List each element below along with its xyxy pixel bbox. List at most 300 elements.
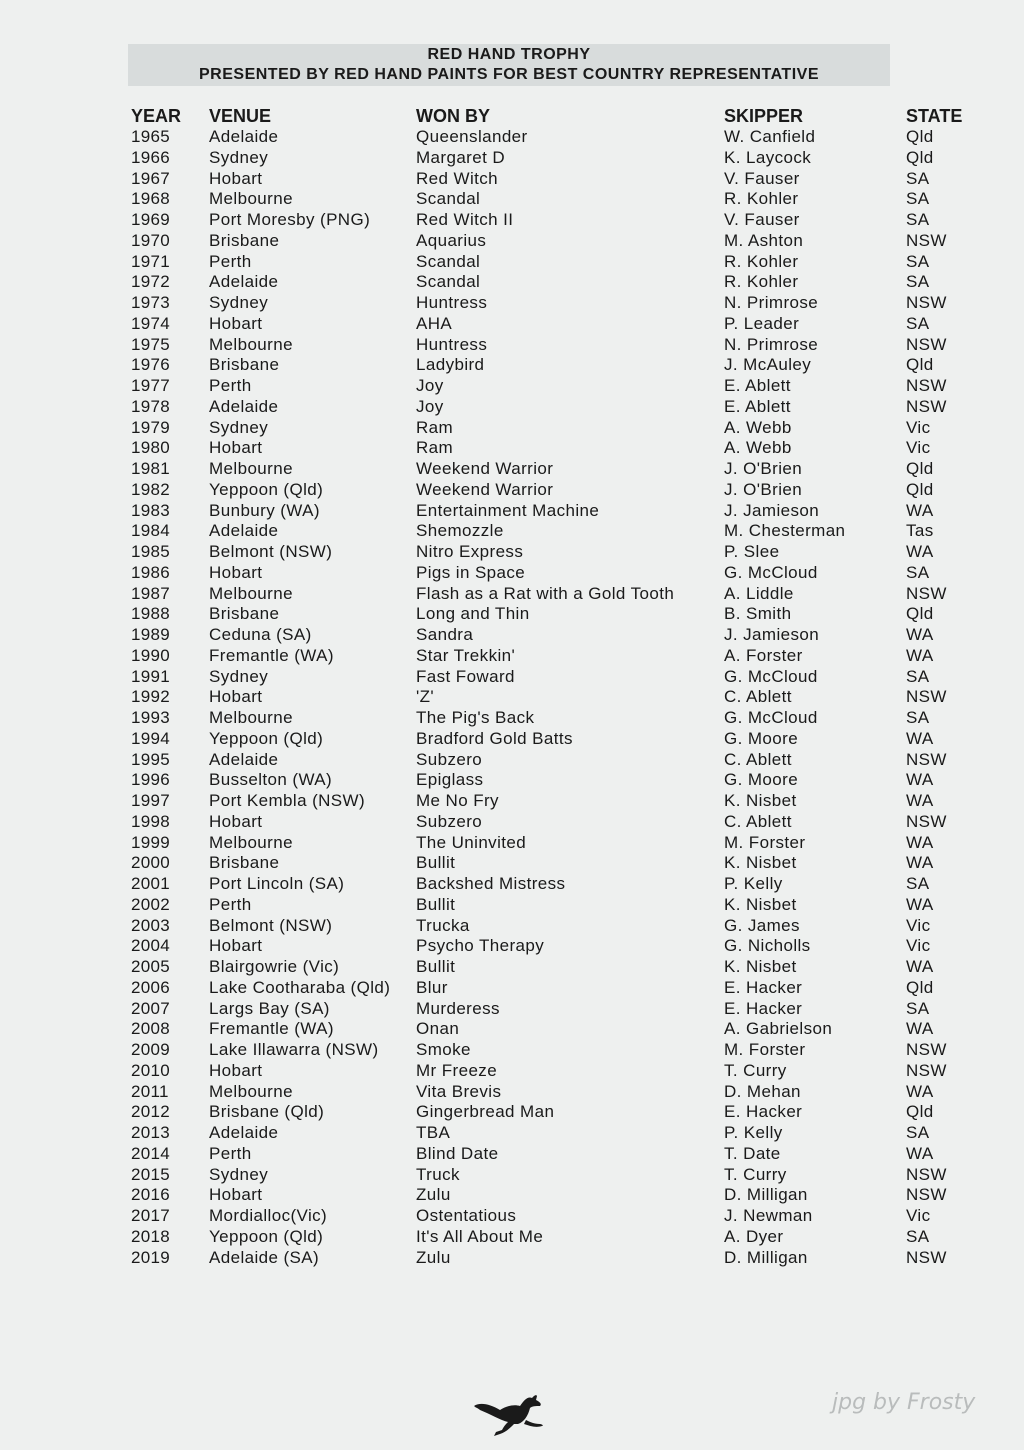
row-skipper: K. Nisbet xyxy=(724,957,797,976)
row-won-by: Murderess xyxy=(416,998,500,1018)
row-skipper: P. Kelly xyxy=(724,874,783,893)
row-won-by: Psycho Therapy xyxy=(416,936,545,956)
table-row xyxy=(0,252,1024,273)
row-skipper: E. Hacker xyxy=(724,998,803,1018)
row-won-by: Bullit xyxy=(416,894,456,914)
column-header-year: YEAR xyxy=(131,106,182,126)
row-state: Qld xyxy=(906,604,934,624)
row-venue: Hobart xyxy=(209,936,263,956)
row-venue: Sydney xyxy=(209,147,269,167)
row-state: Qld xyxy=(906,459,934,478)
row-won-by: Bullit xyxy=(416,957,456,976)
row-state: SA xyxy=(906,1123,930,1142)
row-year: 1981 xyxy=(131,459,171,478)
row-skipper: E. Hacker xyxy=(724,977,803,997)
row-skipper: M. Forster xyxy=(724,1040,806,1059)
row-state: WA xyxy=(906,832,934,852)
row-skipper: D. Milligan xyxy=(724,1247,808,1267)
row-skipper: K. Nisbet xyxy=(724,853,797,873)
table-row xyxy=(0,376,1024,397)
row-skipper: K. Laycock xyxy=(724,147,812,167)
table-row xyxy=(0,542,1024,563)
row-skipper: W. Canfield xyxy=(724,127,816,146)
row-venue: Busselton (WA) xyxy=(209,770,333,790)
row-year: 1986 xyxy=(131,562,171,582)
row-year: 1970 xyxy=(131,230,171,250)
row-state: Qld xyxy=(906,977,934,997)
table-row xyxy=(0,936,1024,957)
table-row xyxy=(0,293,1024,314)
row-state: WA xyxy=(906,728,934,748)
row-won-by: The Pig's Back xyxy=(416,708,535,727)
row-venue: Brisbane xyxy=(209,853,280,873)
row-state: SA xyxy=(906,1226,930,1246)
row-won-by: The Uninvited xyxy=(416,832,527,852)
row-year: 2018 xyxy=(131,1226,171,1246)
row-venue: Perth xyxy=(209,1143,252,1163)
row-state: SA xyxy=(906,251,930,271)
row-venue: Perth xyxy=(209,251,252,271)
row-venue: Perth xyxy=(209,376,252,395)
row-skipper: J. O'Brien xyxy=(724,479,803,499)
table-row xyxy=(0,459,1024,480)
row-skipper: A. Forster xyxy=(724,645,803,665)
row-state: NSW xyxy=(906,1185,947,1205)
row-skipper: J. Newman xyxy=(724,1206,813,1225)
table-row xyxy=(0,189,1024,210)
row-state: Vic xyxy=(906,417,931,437)
row-skipper: A. Webb xyxy=(724,438,792,458)
row-won-by: Joy xyxy=(416,396,444,416)
row-state: SA xyxy=(906,874,930,893)
table-row xyxy=(0,853,1024,874)
row-venue: Brisbane xyxy=(209,355,280,375)
row-won-by: Zulu xyxy=(416,1247,451,1267)
row-state: WA xyxy=(906,1143,934,1163)
table-row xyxy=(0,895,1024,916)
table-row xyxy=(0,272,1024,293)
row-state: NSW xyxy=(906,230,947,250)
row-won-by: Blind Date xyxy=(416,1143,499,1163)
table-row xyxy=(0,874,1024,895)
row-won-by: 'Z' xyxy=(416,687,435,707)
row-state: WA xyxy=(906,957,934,976)
row-venue: Melbourne xyxy=(209,459,293,478)
row-won-by: Scandal xyxy=(416,251,481,271)
row-won-by: Red Witch xyxy=(416,168,499,188)
table-row xyxy=(0,999,1024,1020)
row-state: WA xyxy=(906,894,934,914)
table-row xyxy=(0,210,1024,231)
table-row xyxy=(0,708,1024,729)
row-state: WA xyxy=(906,645,934,665)
row-year: 1988 xyxy=(131,604,171,624)
row-state: WA xyxy=(906,770,934,790)
row-year: 2000 xyxy=(131,853,171,873)
row-year: 1992 xyxy=(131,687,171,707)
row-skipper: A. Webb xyxy=(724,417,792,437)
row-skipper: A. Gabrielson xyxy=(724,1019,833,1039)
row-won-by: Long and Thin xyxy=(416,604,530,624)
row-skipper: G. James xyxy=(724,915,800,935)
row-won-by: Scandal xyxy=(416,272,481,292)
row-year: 2019 xyxy=(131,1247,171,1267)
row-venue: Perth xyxy=(209,894,252,914)
row-venue: Yeppoon (Qld) xyxy=(209,479,324,499)
row-state: NSW xyxy=(906,749,947,769)
row-state: SA xyxy=(906,313,930,333)
row-venue: Yeppoon (Qld) xyxy=(209,1226,324,1246)
results-table xyxy=(0,127,1024,1268)
row-state: Qld xyxy=(906,147,934,167)
row-skipper: J. Jamieson xyxy=(724,625,820,644)
table-row xyxy=(0,314,1024,335)
table-row xyxy=(0,127,1024,148)
row-skipper: M. Ashton xyxy=(724,230,804,250)
row-year: 1982 xyxy=(131,479,171,499)
row-year: 1967 xyxy=(131,168,171,188)
row-year: 1975 xyxy=(131,334,171,354)
row-won-by: Scandal xyxy=(416,189,481,209)
row-year: 1994 xyxy=(131,728,171,748)
row-venue: Hobart xyxy=(209,313,263,333)
table-row xyxy=(0,833,1024,854)
table-row xyxy=(0,1206,1024,1227)
column-header-skipper: SKIPPER xyxy=(724,106,804,126)
row-won-by: TBA xyxy=(416,1123,451,1142)
row-skipper: R. Kohler xyxy=(724,189,799,209)
table-row xyxy=(0,1019,1024,1040)
row-venue: Hobart xyxy=(209,811,263,831)
row-skipper: M. Forster xyxy=(724,832,806,852)
row-won-by: Aquarius xyxy=(416,230,487,250)
row-venue: Port Lincoln (SA) xyxy=(209,874,345,893)
row-skipper: J. Jamieson xyxy=(724,500,820,520)
column-header-venue: VENUE xyxy=(209,106,272,126)
table-row xyxy=(0,812,1024,833)
table-header xyxy=(0,106,1024,128)
row-won-by: Epiglass xyxy=(416,770,484,790)
row-year: 1999 xyxy=(131,832,171,852)
row-year: 2013 xyxy=(131,1123,171,1142)
row-skipper: K. Nisbet xyxy=(724,791,797,810)
table-row xyxy=(0,501,1024,522)
row-skipper: G. McCloud xyxy=(724,562,818,582)
row-won-by: Star Trekkin' xyxy=(416,645,516,665)
table-row xyxy=(0,750,1024,771)
row-state: NSW xyxy=(906,583,947,603)
row-skipper: G. Moore xyxy=(724,728,799,748)
row-year: 2015 xyxy=(131,1164,171,1184)
row-skipper: G. McCloud xyxy=(724,708,818,727)
row-won-by: Pigs in Space xyxy=(416,562,526,582)
row-won-by: Weekend Warrior xyxy=(416,479,554,499)
row-skipper: D. Milligan xyxy=(724,1185,808,1205)
row-won-by: Nitro Express xyxy=(416,542,524,561)
row-year: 1990 xyxy=(131,645,171,665)
table-row xyxy=(0,148,1024,169)
table-row xyxy=(0,169,1024,190)
row-won-by: Huntress xyxy=(416,293,488,312)
title-line-2: PRESENTED BY RED HAND PAINTS FOR BEST COUNTRY REPRESENTATIVE xyxy=(199,66,819,83)
row-won-by: Me No Fry xyxy=(416,791,499,810)
row-won-by: Shemozzle xyxy=(416,521,504,541)
table-row xyxy=(0,646,1024,667)
table-row xyxy=(0,231,1024,252)
row-state: WA xyxy=(906,542,934,561)
row-state: Qld xyxy=(906,355,934,375)
row-venue: Melbourne xyxy=(209,1081,293,1101)
row-venue: Belmont (NSW) xyxy=(209,542,333,561)
row-skipper: T. Curry xyxy=(724,1164,787,1184)
row-year: 1998 xyxy=(131,811,171,831)
row-year: 1974 xyxy=(131,313,171,333)
row-year: 2004 xyxy=(131,936,171,956)
row-state: WA xyxy=(906,625,934,644)
table-row xyxy=(0,604,1024,625)
row-state: SA xyxy=(906,666,930,686)
row-year: 1965 xyxy=(131,127,171,146)
table-row xyxy=(0,1102,1024,1123)
row-skipper: J. O'Brien xyxy=(724,459,803,478)
row-state: WA xyxy=(906,791,934,810)
row-venue: Hobart xyxy=(209,168,263,188)
row-skipper: A. Dyer xyxy=(724,1226,784,1246)
row-year: 1980 xyxy=(131,438,171,458)
photo-credit: jpg by Frosty xyxy=(832,1390,976,1415)
row-year: 2006 xyxy=(131,977,171,997)
row-venue: Lake Illawarra (NSW) xyxy=(209,1040,379,1059)
table-row xyxy=(0,1144,1024,1165)
table-row xyxy=(0,584,1024,605)
row-venue: Largs Bay (SA) xyxy=(209,998,330,1018)
row-state: NSW xyxy=(906,1164,947,1184)
row-venue: Hobart xyxy=(209,1060,263,1080)
row-won-by: Blur xyxy=(416,977,448,997)
row-year: 1966 xyxy=(131,147,171,167)
row-state: Vic xyxy=(906,438,931,458)
row-won-by: Subzero xyxy=(416,811,483,831)
row-year: 2003 xyxy=(131,915,171,935)
row-skipper: G. Nicholls xyxy=(724,936,811,956)
table-row xyxy=(0,1248,1024,1269)
row-skipper: C. Ablett xyxy=(724,749,792,769)
table-row xyxy=(0,687,1024,708)
row-skipper: E. Ablett xyxy=(724,376,791,395)
row-state: SA xyxy=(906,708,930,727)
row-won-by: Flash as a Rat with a Gold Tooth xyxy=(416,583,675,603)
table-row xyxy=(0,1165,1024,1186)
table-row xyxy=(0,667,1024,688)
row-state: NSW xyxy=(906,293,947,312)
row-skipper: M. Chesterman xyxy=(724,521,846,541)
title-line-1: RED HAND TROPHY xyxy=(427,46,591,63)
row-year: 2005 xyxy=(131,957,171,976)
row-state: Qld xyxy=(906,479,934,499)
row-won-by: AHA xyxy=(416,313,453,333)
row-venue: Adelaide xyxy=(209,396,279,416)
row-year: 1979 xyxy=(131,417,171,437)
table-row xyxy=(0,355,1024,376)
row-venue: Bunbury (WA) xyxy=(209,500,320,520)
row-state: WA xyxy=(906,853,934,873)
row-year: 1968 xyxy=(131,189,171,209)
row-venue: Mordialloc(Vic) xyxy=(209,1206,328,1225)
row-won-by: Vita Brevis xyxy=(416,1081,502,1101)
row-won-by: Trucka xyxy=(416,915,470,935)
row-won-by: Subzero xyxy=(416,749,483,769)
row-venue: Belmont (NSW) xyxy=(209,915,333,935)
row-won-by: Onan xyxy=(416,1019,460,1039)
row-year: 1984 xyxy=(131,521,171,541)
row-venue: Hobart xyxy=(209,687,263,707)
row-won-by: Ostentatious xyxy=(416,1206,517,1225)
row-skipper: D. Mehan xyxy=(724,1081,801,1101)
row-won-by: Gingerbread Man xyxy=(416,1102,555,1122)
row-won-by: Mr Freeze xyxy=(416,1060,498,1080)
row-venue: Adelaide xyxy=(209,127,279,146)
row-state: SA xyxy=(906,562,930,582)
row-state: SA xyxy=(906,189,930,209)
table-row xyxy=(0,521,1024,542)
table-row xyxy=(0,397,1024,418)
row-won-by: Ram xyxy=(416,438,454,458)
table-row xyxy=(0,563,1024,584)
row-year: 2014 xyxy=(131,1143,171,1163)
row-venue: Hobart xyxy=(209,1185,263,1205)
row-venue: Yeppoon (Qld) xyxy=(209,728,324,748)
table-row xyxy=(0,1185,1024,1206)
table-row xyxy=(0,335,1024,356)
row-won-by: Entertainment Machine xyxy=(416,500,600,520)
row-won-by: Bullit xyxy=(416,853,456,873)
row-year: 1969 xyxy=(131,210,171,229)
row-state: Tas xyxy=(906,521,934,541)
row-year: 1993 xyxy=(131,708,171,727)
row-venue: Brisbane (Qld) xyxy=(209,1102,325,1122)
row-venue: Sydney xyxy=(209,1164,269,1184)
row-venue: Ceduna (SA) xyxy=(209,625,312,644)
row-state: Vic xyxy=(906,915,931,935)
table-row xyxy=(0,1082,1024,1103)
row-won-by: It's All About Me xyxy=(416,1226,544,1246)
kangaroo-icon xyxy=(470,1386,552,1440)
row-year: 1997 xyxy=(131,791,171,810)
row-year: 1978 xyxy=(131,396,171,416)
table-row xyxy=(0,418,1024,439)
row-won-by: Queenslander xyxy=(416,127,528,146)
row-year: 2016 xyxy=(131,1185,171,1205)
row-venue: Sydney xyxy=(209,666,269,686)
row-venue: Melbourne xyxy=(209,189,293,209)
row-year: 1987 xyxy=(131,583,171,603)
row-venue: Adelaide xyxy=(209,272,279,292)
row-state: NSW xyxy=(906,334,947,354)
row-year: 1973 xyxy=(131,293,171,312)
row-won-by: Smoke xyxy=(416,1040,471,1059)
row-state: WA xyxy=(906,1019,934,1039)
row-skipper: C. Ablett xyxy=(724,687,792,707)
row-year: 1995 xyxy=(131,749,171,769)
row-year: 1991 xyxy=(131,666,171,686)
table-row xyxy=(0,1227,1024,1248)
row-year: 2001 xyxy=(131,874,171,893)
row-state: NSW xyxy=(906,1247,947,1267)
row-venue: Hobart xyxy=(209,562,263,582)
row-venue: Lake Cootharaba (Qld) xyxy=(209,977,391,997)
row-skipper: E. Hacker xyxy=(724,1102,803,1122)
row-year: 1976 xyxy=(131,355,171,375)
row-won-by: Huntress xyxy=(416,334,488,354)
row-state: SA xyxy=(906,272,930,292)
table-row xyxy=(0,1061,1024,1082)
table-row xyxy=(0,957,1024,978)
table-row xyxy=(0,480,1024,501)
row-venue: Adelaide xyxy=(209,749,279,769)
row-year: 2017 xyxy=(131,1206,171,1225)
table-row xyxy=(0,978,1024,999)
table-row xyxy=(0,1040,1024,1061)
row-venue: Port Kembla (NSW) xyxy=(209,791,366,810)
row-state: Qld xyxy=(906,1102,934,1122)
row-year: 1985 xyxy=(131,542,171,561)
row-state: SA xyxy=(906,210,930,229)
row-venue: Melbourne xyxy=(209,708,293,727)
row-skipper: C. Ablett xyxy=(724,811,792,831)
row-venue: Melbourne xyxy=(209,832,293,852)
row-year: 1971 xyxy=(131,251,171,271)
row-won-by: Backshed Mistress xyxy=(416,874,566,893)
row-won-by: Truck xyxy=(416,1164,460,1184)
row-venue: Brisbane xyxy=(209,604,280,624)
row-skipper: P. Slee xyxy=(724,542,780,561)
row-skipper: N. Primrose xyxy=(724,334,819,354)
row-year: 2010 xyxy=(131,1060,171,1080)
row-skipper: J. McAuley xyxy=(724,355,812,375)
row-won-by: Ram xyxy=(416,417,454,437)
row-year: 2007 xyxy=(131,998,171,1018)
row-skipper: R. Kohler xyxy=(724,251,799,271)
row-won-by: Red Witch II xyxy=(416,210,514,229)
row-state: SA xyxy=(906,168,930,188)
row-skipper: G. McCloud xyxy=(724,666,818,686)
row-skipper: N. Primrose xyxy=(724,293,819,312)
row-state: SA xyxy=(906,998,930,1018)
row-skipper: P. Kelly xyxy=(724,1123,783,1142)
row-year: 1983 xyxy=(131,500,171,520)
row-state: NSW xyxy=(906,687,947,707)
row-year: 2008 xyxy=(131,1019,171,1039)
row-year: 2011 xyxy=(131,1081,169,1101)
row-won-by: Margaret D xyxy=(416,147,506,167)
row-skipper: V. Fauser xyxy=(724,168,800,188)
row-won-by: Ladybird xyxy=(416,355,485,375)
row-venue: Sydney xyxy=(209,417,269,437)
row-skipper: K. Nisbet xyxy=(724,894,797,914)
row-year: 1989 xyxy=(131,625,171,644)
row-skipper: P. Leader xyxy=(724,313,800,333)
row-year: 1977 xyxy=(131,376,171,395)
row-venue: Adelaide (SA) xyxy=(209,1247,320,1267)
row-won-by: Weekend Warrior xyxy=(416,459,554,478)
row-year: 1996 xyxy=(131,770,171,790)
row-state: Qld xyxy=(906,127,934,146)
row-venue: Hobart xyxy=(209,438,263,458)
table-row xyxy=(0,1123,1024,1144)
row-venue: Adelaide xyxy=(209,1123,279,1142)
row-state: NSW xyxy=(906,811,947,831)
column-header-state: STATE xyxy=(906,106,963,126)
